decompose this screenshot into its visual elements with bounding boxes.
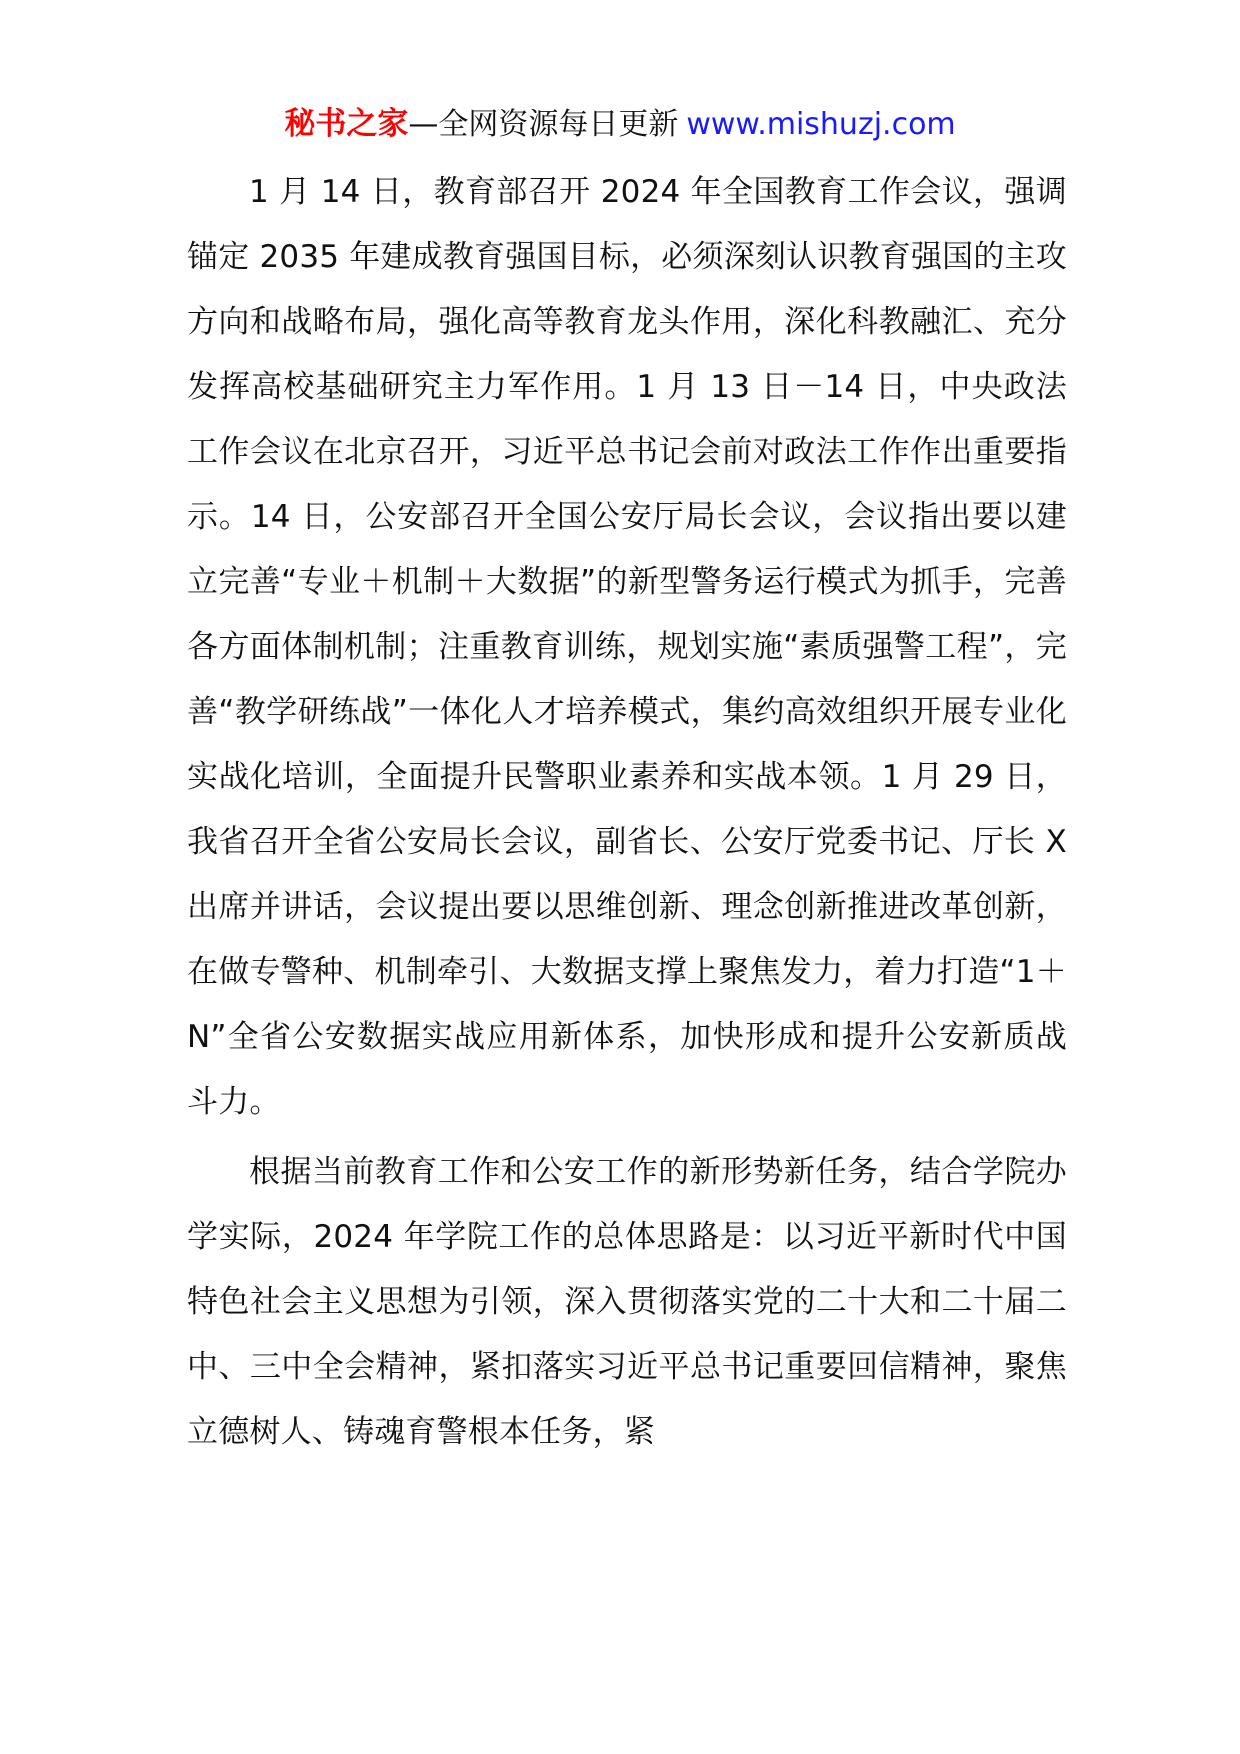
header-tagline: —全网资源每日更新 <box>408 107 679 142</box>
brand-name: 秘书之家 <box>284 106 409 142</box>
site-url-link[interactable]: www.mishuzj.com <box>686 107 956 142</box>
paragraph-1: 1 月 14 日，教育部召开 2024 年全国教育工作会议，强调锚定 2035 年建成教育强国目标，必须深刻认识教育强国的主攻方向和战略布局，强化高等教育龙头作用，深化科教融汇、充分发挥高校基础研究主力军作用。1 月 13 日－14 日，中央政法工作会议在北京召开，习近平总书记会前对政法工作作出重要指示。14 日，公安部召开全国公安厅局长会议，会议指出要以建立完善“专业＋机制＋大数据”的新型警务运行模式为抓手，完善各方面体制机制；注重教育训练，规划实施“素质强警工程”，完善“教学研练战”一体化人才培养模式，集约高效组织开展专业化实战化培训，全面提升民警职业素养和实战本领。1 月 29 日，我省召开全省公安局长会议，副省长、公安厅党委书记、厅长 X 出席并讲话，会议提出要以思维创新、理念创新推进改革创新，在做专警种、机制牵引、大数据支撑上聚焦发力，着力打造“1＋N”全省公安数据实战应用新体系，加快形成和提升公安新质战斗力。 <box>187 174 1067 1120</box>
document-body <box>187 160 1067 1470</box>
page-header <box>0 100 1240 149</box>
paragraph-2: 根据当前教育工作和公安工作的新形势新任务，结合学院办学实际，2024 年学院工作的总体思路是：以习近平新时代中国特色社会主义思想为引领，深入贯彻落实党的二十大和二十届二中、三中全会精神，紧扣落实习近平总书记重要回信精神，聚焦立德树人、铸魂育警根本任务，紧 <box>187 1154 1067 1450</box>
